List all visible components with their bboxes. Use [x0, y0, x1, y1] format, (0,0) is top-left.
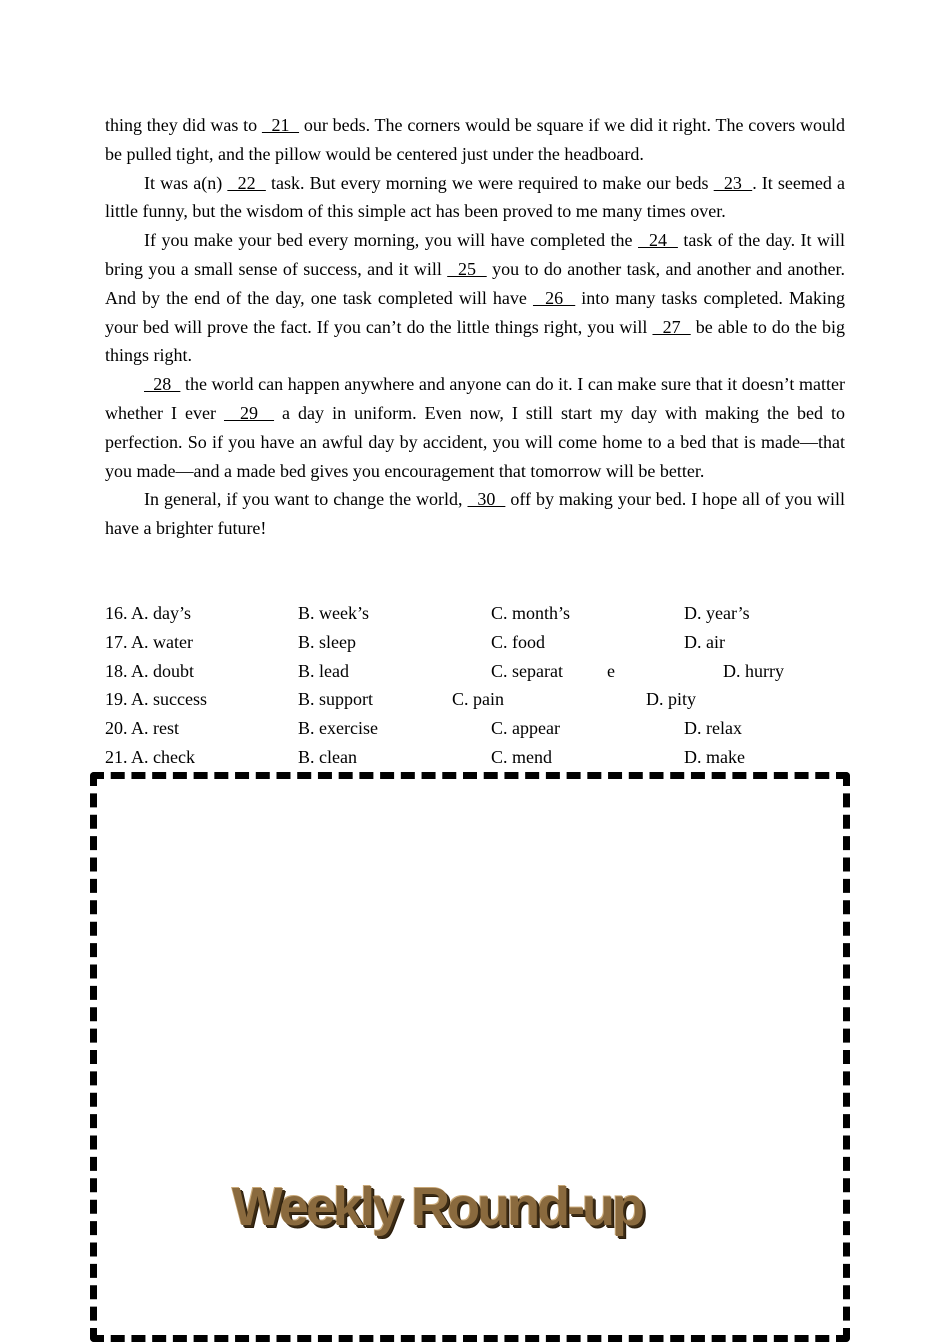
option-d: D. year’s [684, 603, 750, 623]
blank-27: 27 [652, 316, 691, 337]
blank-30: 30 [467, 489, 506, 510]
option-d: D. hurry [723, 660, 784, 681]
option-a: 20. A. rest [105, 718, 179, 739]
answer-options [105, 599, 865, 772]
option-a: 18. A. doubt [105, 660, 195, 681]
option-b: B. support [298, 689, 374, 710]
option-a: 19. A. success [105, 689, 207, 710]
option-row-21 [105, 743, 865, 772]
option-c: C. pain [452, 689, 504, 710]
text: our beds. The corners would be square if we did it right. The covers would be pulled tight, and the pillow would be centered just under the headboard. [105, 115, 845, 164]
passage [105, 111, 845, 543]
blank-23: 23 [713, 172, 753, 193]
option-d: D. pity [646, 689, 697, 710]
text: task. But every morning we were required to make our beds [265, 172, 714, 193]
text: be able to do the big things right. [105, 316, 846, 366]
blank-25: 25 [447, 258, 487, 279]
blank-24: 24 [638, 230, 678, 251]
option-a: 17. A. water [105, 631, 193, 652]
option-row-18 [105, 657, 865, 686]
text: If you make your bed every morning, you will have completed the [144, 230, 638, 251]
option-row-16 [105, 599, 865, 628]
option-c: C. mend [491, 746, 552, 767]
blank-22: 22 [227, 172, 266, 193]
option-a: 16. A. day’s [105, 603, 192, 623]
option-b: B. clean [298, 746, 357, 767]
text: the world can happen anywhere and anyone can do it. I can make sure that it doesn’t matter whether I ever [105, 374, 845, 423]
paragraph-4 [105, 370, 845, 485]
text: a day in uniform. Even now, I still start my day with making the bed to perfection. So if you have an awful day by accident, you will come home to a bed that is made—that you made—and a made bed gives you encouragement that tomorrow will be better. [105, 402, 845, 481]
option-b: B. lead [298, 660, 349, 681]
text: off by making your bed. I hope all of you will have a brighter future! [105, 489, 846, 539]
option-d: D. relax [684, 718, 742, 739]
option-b: B. sleep [298, 631, 356, 652]
option-row-19 [105, 685, 865, 714]
option-a: 21. A. check [105, 746, 195, 767]
text: task of the day. It will bring you a small sense of success, and it will [105, 230, 846, 279]
option-c: C. month’s [491, 603, 571, 623]
paragraph-5 [105, 485, 845, 543]
option-c: C. food [491, 631, 545, 652]
paragraph-2 [105, 169, 845, 227]
text: In general, if you want to change the world, [144, 489, 468, 510]
option-d: D. air [684, 631, 725, 652]
option-b: B. week’s [298, 603, 369, 623]
banner-title: Weekly Round-up [232, 1177, 643, 1237]
option-row-20 [105, 714, 865, 743]
blank-26: 26 [532, 287, 576, 308]
paragraph-1 [105, 111, 845, 169]
paragraph-3 [105, 226, 845, 370]
blank-28: 28 [144, 374, 181, 395]
blank-29: 29 [223, 402, 275, 423]
text: you to do another task, and another and another. And by the end of the day, one task completed will have [105, 258, 846, 308]
blank-21: 21 [261, 115, 300, 135]
dashed-frame [90, 772, 850, 1342]
option-b: B. exercise [298, 718, 378, 739]
option-d: D. make [684, 746, 745, 767]
option-c-suffix: e [607, 660, 615, 681]
text: . It seemed a little funny, but the wisdom of this simple act has been proved to me many times over. [105, 172, 846, 222]
option-c: C. appear [491, 718, 560, 739]
text: It was a(n) [144, 172, 228, 193]
text: into many tasks completed. Making your bed will prove the fact. If you can’t do the little things right, you will [105, 287, 845, 337]
option-row-17 [105, 628, 865, 657]
option-c: C. separat [491, 660, 563, 681]
text: thing they did was to [105, 115, 262, 135]
